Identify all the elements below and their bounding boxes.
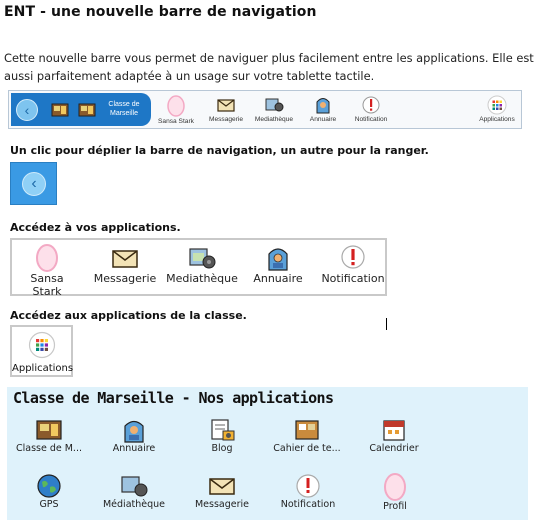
app-classe[interactable]: [13, 417, 85, 454]
app-cahier[interactable]: [271, 417, 343, 454]
app-label: Messagerie: [194, 499, 250, 510]
app-calendrier[interactable]: [363, 417, 425, 454]
toggle-nav-button[interactable]: [10, 162, 57, 205]
app-label: Annuaire: [253, 272, 303, 285]
app-label: Calendrier: [369, 443, 419, 454]
navigation-bar: [8, 90, 522, 129]
nav-item-label: Notification: [354, 116, 388, 123]
globe-icon: [36, 473, 62, 499]
app-profil[interactable]: [373, 473, 417, 512]
directory-icon: [313, 95, 333, 115]
app-blog[interactable]: [195, 417, 249, 454]
panel-title: Classe de Marseille - Nos applications: [13, 389, 334, 407]
app-gps[interactable]: [25, 473, 73, 510]
app-label: Sansa Stark: [30, 272, 64, 298]
envelope-icon: [111, 244, 139, 272]
back-chevron-icon[interactable]: ‹: [16, 99, 38, 121]
nav-item-label: Annuaire: [309, 116, 337, 123]
app-label: GPS: [39, 499, 59, 510]
nav-item-messagerie[interactable]: [205, 93, 247, 127]
nav-item-applications[interactable]: [475, 93, 519, 127]
nav-item-label: Sansa Stark: [158, 118, 194, 125]
class-label[interactable]: Classe de Marseille: [108, 101, 140, 117]
app-label: Mediathèque: [166, 272, 238, 285]
app-messagerie[interactable]: [92, 244, 158, 285]
text-cursor: [386, 318, 387, 330]
directory-icon: [265, 244, 291, 272]
nav-item-label: Messagerie: [208, 116, 244, 123]
app-label: Blog: [211, 443, 233, 454]
applications-button[interactable]: [10, 325, 73, 377]
intro-text: Cette nouvelle barre vous permet de naviguer plus facilement entre les applications. Elle est aussi parfaitement adaptée à un usage sur votre tablette tactile.: [4, 51, 534, 83]
class-apps-panel: [7, 387, 528, 520]
app-label: Notification: [280, 499, 336, 510]
app-label: Classe de M...: [15, 443, 82, 454]
chevron-left-icon: ‹: [22, 172, 46, 196]
envelope-icon: [208, 473, 236, 499]
app-annuaire[interactable]: [248, 244, 308, 285]
nav-item-label: Applications: [479, 116, 515, 123]
nav-item-label: Mediathèque: [254, 116, 294, 123]
app-label: Notification: [321, 272, 385, 285]
avatar-icon: [166, 95, 186, 117]
avatar-icon: [383, 473, 407, 501]
envelope-icon: [216, 95, 236, 115]
apps-grid-icon: [487, 95, 507, 115]
app-label: Profil: [383, 501, 407, 512]
app-mediatheque[interactable]: [99, 473, 169, 510]
apps-grid-icon: [28, 331, 56, 359]
app-label: Médiathèque: [102, 499, 166, 510]
nav-item-notification[interactable]: [350, 93, 392, 127]
avatar-icon: [35, 244, 59, 272]
media-icon: [264, 95, 284, 115]
nav-item-annuaire[interactable]: [305, 93, 341, 127]
media-icon: [187, 244, 217, 272]
app-label: Annuaire: [112, 443, 156, 454]
app-annuaire[interactable]: [103, 417, 165, 454]
notification-icon: [361, 95, 381, 115]
board-icon-2[interactable]: [78, 101, 96, 119]
app-label: Cahier de te...: [273, 443, 341, 454]
app-user[interactable]: [16, 244, 78, 298]
user-apps-bar: [10, 238, 387, 296]
notification-icon: [295, 473, 321, 499]
media-icon: [119, 473, 149, 499]
toggle-heading: Un clic pour déplier la barre de navigation, un autre pour la ranger.: [10, 144, 429, 157]
nav-item-mediatheque[interactable]: [252, 93, 296, 127]
apps-heading: Accédez à vos applications.: [10, 221, 181, 234]
page-title: ENT - une nouvelle barre de navigation: [4, 4, 317, 20]
applications-label: Applications: [12, 363, 74, 374]
class-heading: Accédez aux applications de la classe.: [10, 309, 247, 322]
app-messagerie[interactable]: [189, 473, 255, 510]
notebook-icon: [293, 417, 321, 443]
app-label: Messagerie: [93, 272, 157, 285]
nav-item-user[interactable]: [156, 93, 196, 127]
directory-icon: [121, 417, 147, 443]
classroom-icon: [35, 417, 63, 443]
board-icon[interactable]: [51, 101, 69, 119]
app-notification[interactable]: [273, 473, 343, 510]
notification-icon: [339, 244, 367, 272]
class-section: [11, 93, 151, 126]
app-mediatheque[interactable]: [162, 244, 242, 285]
app-notification[interactable]: [320, 244, 386, 285]
blog-icon: [208, 417, 236, 443]
calendar-icon: [381, 417, 407, 443]
